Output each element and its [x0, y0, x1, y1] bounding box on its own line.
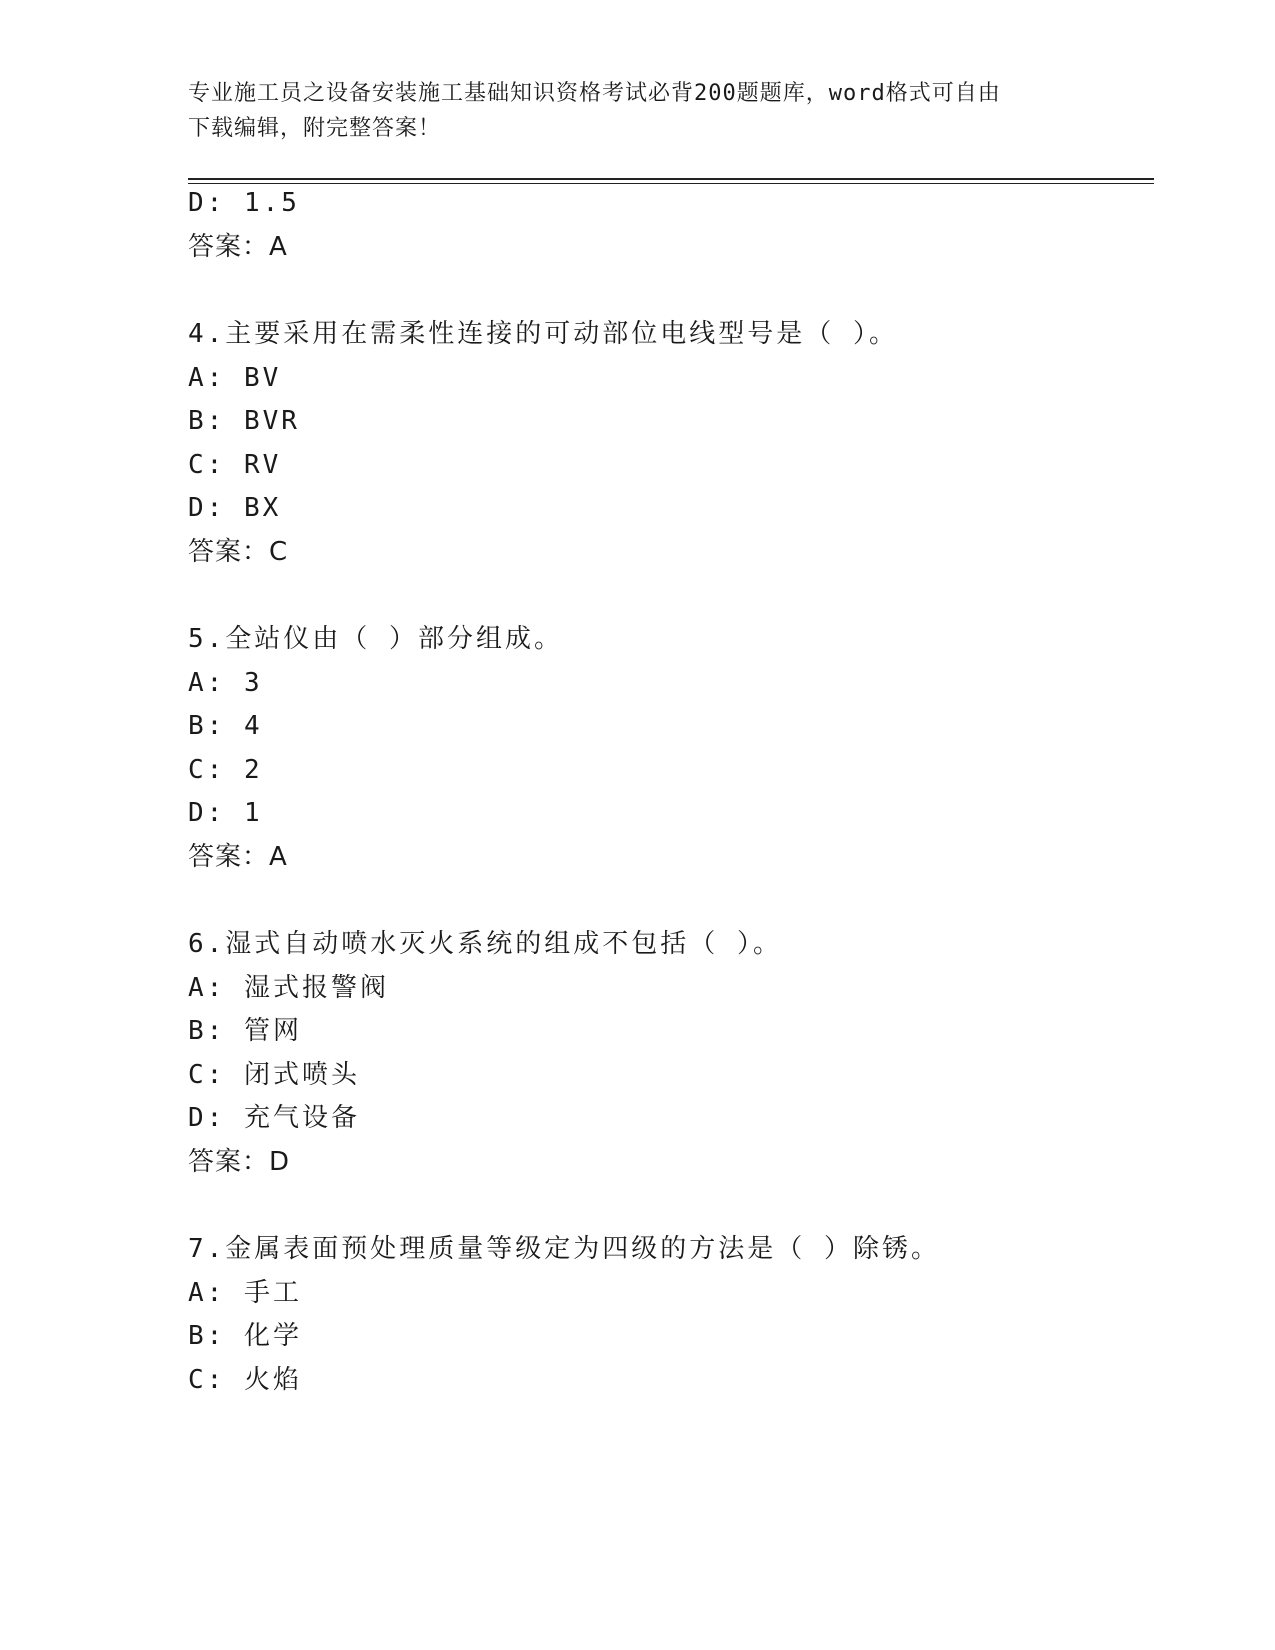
q3-option-d: D: 1.5 [188, 188, 300, 218]
q4-option-b: B: BVR [188, 406, 300, 436]
document-header [188, 76, 1088, 146]
q5-option-c: C: 2 [188, 755, 263, 785]
q7-option-c: C: 火焰 [188, 1365, 302, 1395]
header-title-line-1: 专业施工员之设备安装施工基础知识资格考试必背200题题库，word格式可自由 [188, 81, 1001, 106]
q7-option-b: B: 化学 [188, 1321, 302, 1351]
q6-option-b: B: 管网 [188, 1016, 302, 1046]
q6-option-d: D: 充气设备 [188, 1103, 360, 1133]
q5-question: 5.全站仪由（ ）部分组成。 [188, 624, 563, 654]
header-title-line-2: 下载编辑，附完整答案！ [188, 116, 442, 141]
header-divider-thin [188, 183, 1154, 184]
q5-option-a: A: 3 [188, 668, 263, 698]
q6-question: 6.湿式自动喷水灭火系统的组成不包括（ ）。 [188, 929, 782, 959]
q6-option-c: C: 闭式喷头 [188, 1060, 360, 1090]
q4-answer: 答案：C [188, 537, 289, 567]
q5-option-d: D: 1 [188, 798, 263, 828]
header-divider-thick [188, 178, 1154, 180]
q5-answer: 答案：A [188, 842, 288, 872]
q4-option-a: A: BV [188, 363, 282, 393]
q4-option-d: D: BX [188, 493, 282, 523]
q6-answer: 答案：D [188, 1147, 291, 1177]
q7-question: 7.金属表面预处理质量等级定为四级的方法是（ ）除锈。 [188, 1234, 940, 1264]
q4-option-c: C: RV [188, 450, 282, 480]
q3-answer: 答案：A [188, 232, 288, 262]
q7-option-a: A: 手工 [188, 1278, 302, 1308]
q5-option-b: B: 4 [188, 711, 263, 741]
q6-option-a: A: 湿式报警阀 [188, 973, 389, 1003]
q4-question: 4.主要采用在需柔性连接的可动部位电线型号是（ ）。 [188, 319, 898, 349]
